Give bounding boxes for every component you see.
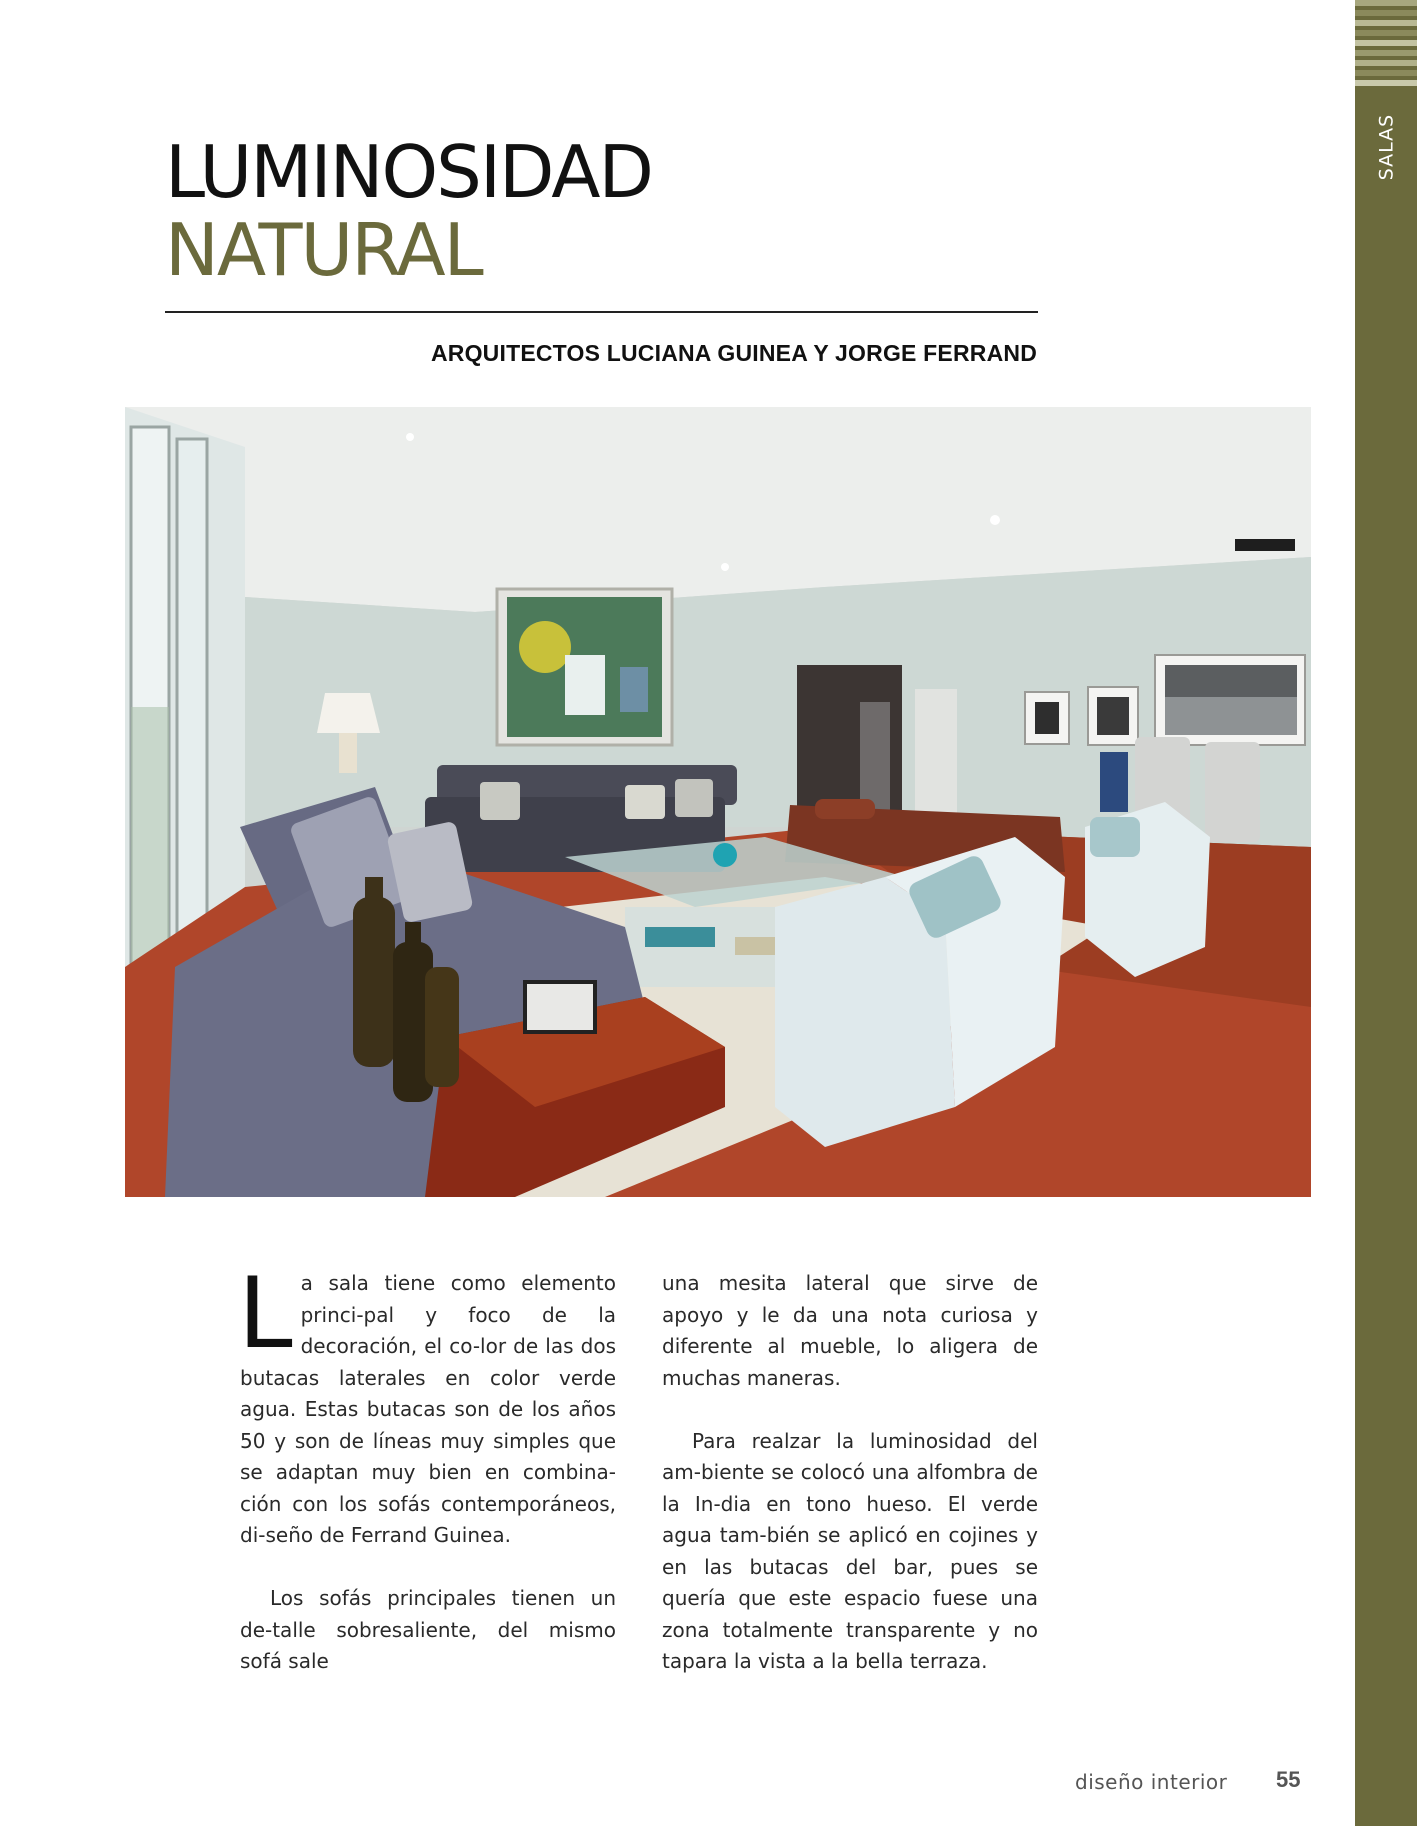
section-label-text: SALAS bbox=[1375, 113, 1397, 181]
paragraph: Los sofás principales tienen un de-talle sobresaliente, del mismo sofá sale bbox=[240, 1586, 616, 1673]
article-title-line1: LUMINOSIDAD bbox=[165, 130, 652, 214]
article-byline: ARQUITECTOS LUCIANA GUINEA Y JORGE FERRAND bbox=[430, 340, 1037, 366]
section-label bbox=[1363, 112, 1409, 182]
paragraph-text: a sala tiene como elemento princi-pal y foco de la decoración, el co-lor de las dos butacas laterales en color verde agua. Estas butacas son de los años 50 y son de líneas muy simples que se adaptan muy bien en combina-ción con los sofás contemporáneos, di-seño de Ferrand Guinea. bbox=[240, 1271, 616, 1547]
text-column-2 bbox=[662, 1268, 1038, 1709]
drop-cap: L bbox=[238, 1257, 293, 1371]
decorative-stripes bbox=[1355, 0, 1417, 92]
paragraph bbox=[238, 1257, 616, 1552]
paragraph: una mesita lateral que sirve de apoyo y le da una nota curiosa y diferente al mueble, lo aligera de muchas maneras. bbox=[662, 1271, 1038, 1390]
title-divider bbox=[165, 311, 1038, 313]
section-side-band bbox=[1355, 0, 1417, 1826]
page-number: 55 bbox=[1276, 1767, 1301, 1792]
paragraph: Para realzar la luminosidad del am-biente se colocó una alfombra de la In-dia en tono hueso. El verde agua tam-bién se aplicó en cojines y en las butacas del bar, pues se quería que este espacio fuese una zona totalmente transparente y no tapara la vista a la bella terraza. bbox=[662, 1428, 1038, 1673]
living-room-photo bbox=[125, 407, 1311, 1197]
text-column-1 bbox=[238, 1257, 616, 1709]
article-title-line2: NATURAL bbox=[165, 208, 482, 292]
magazine-brand: diseño interior bbox=[1075, 1770, 1228, 1794]
